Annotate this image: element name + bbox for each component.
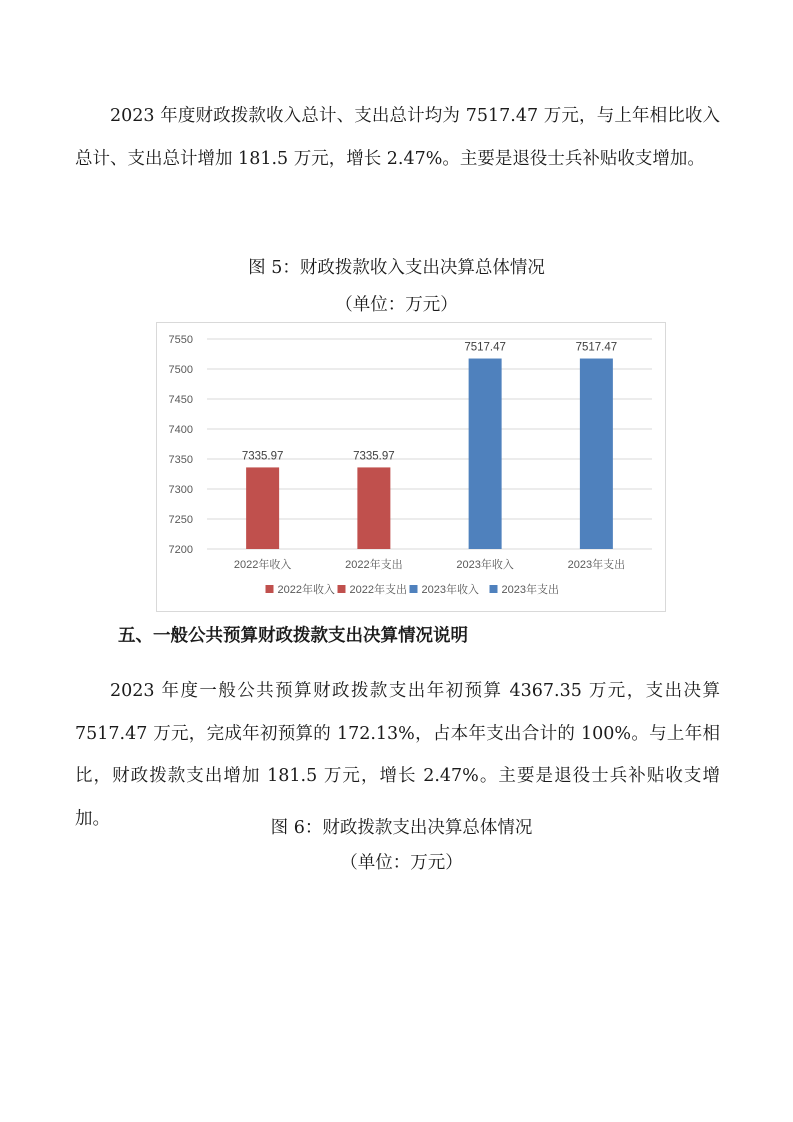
- y-tick-label: 7200: [168, 544, 193, 556]
- bar: [580, 359, 613, 549]
- y-tick-label: 7550: [168, 334, 193, 346]
- figure-6-caption: 图 6：财政拨款支出决算总体情况: [270, 818, 533, 838]
- legend-label: 2023年收入: [421, 584, 479, 596]
- x-tick-label: 2022年支出: [345, 559, 403, 571]
- legend-label: 2022年收入: [277, 584, 335, 596]
- figure-5-chart: [156, 322, 666, 612]
- legend-swatch: [266, 585, 274, 593]
- y-tick-label: 7450: [168, 394, 193, 406]
- bar-value-label: 7517.47: [575, 341, 618, 354]
- figure-5-caption: 图 5：财政拨款收入支出决算总体情况: [248, 258, 545, 278]
- bar-value-label: 7335.97: [241, 450, 284, 463]
- legend-swatch: [410, 585, 418, 593]
- x-tick-label: 2022年收入: [233, 559, 292, 571]
- bar-value-label: 7335.97: [353, 450, 395, 463]
- legend-swatch: [338, 585, 346, 593]
- x-tick-label: 2023年收入: [456, 559, 514, 571]
- bar: [357, 467, 390, 549]
- bar: [469, 359, 502, 549]
- intro-paragraph: 2023 年度财政拨款收入总计、支出总计均为 7517.47 万元，与上年相比收入总计、支出总计增加 181.5 万元，增长 2.47%。主要是退役士兵补贴收支增加。: [75, 106, 720, 169]
- bar-chart-svg: [157, 323, 665, 611]
- section-5-paragraph: 2023 年度一般公共预算财政拨款支出年初预算 4367.35 万元，支出决算 7517.47 万元，完成年初预算的 172.13%，占本年支出合计的 100%。与上年相比，财政拨款支出增加 181.5 万元，增长 2.47%。主要是退役士兵补贴收支增加。: [75, 681, 720, 829]
- legend-swatch: [490, 585, 498, 593]
- y-tick-label: 7250: [168, 514, 193, 526]
- bar-value-label: 7517.47: [464, 341, 506, 354]
- y-tick-label: 7400: [168, 424, 193, 436]
- x-tick-label: 2023年支出: [567, 559, 626, 571]
- section-5-heading: 五、一般公共预算财政拨款支出决算情况说明: [118, 626, 468, 646]
- y-tick-label: 7500: [168, 364, 193, 376]
- bar: [246, 467, 279, 549]
- figure-6-unit: （单位：万元）: [340, 853, 463, 873]
- legend-label: 2023年支出: [501, 584, 559, 596]
- figure-5-unit: （单位：万元）: [335, 295, 458, 315]
- y-tick-label: 7350: [168, 454, 193, 466]
- y-tick-label: 7300: [168, 484, 193, 496]
- legend-label: 2022年支出: [349, 584, 407, 596]
